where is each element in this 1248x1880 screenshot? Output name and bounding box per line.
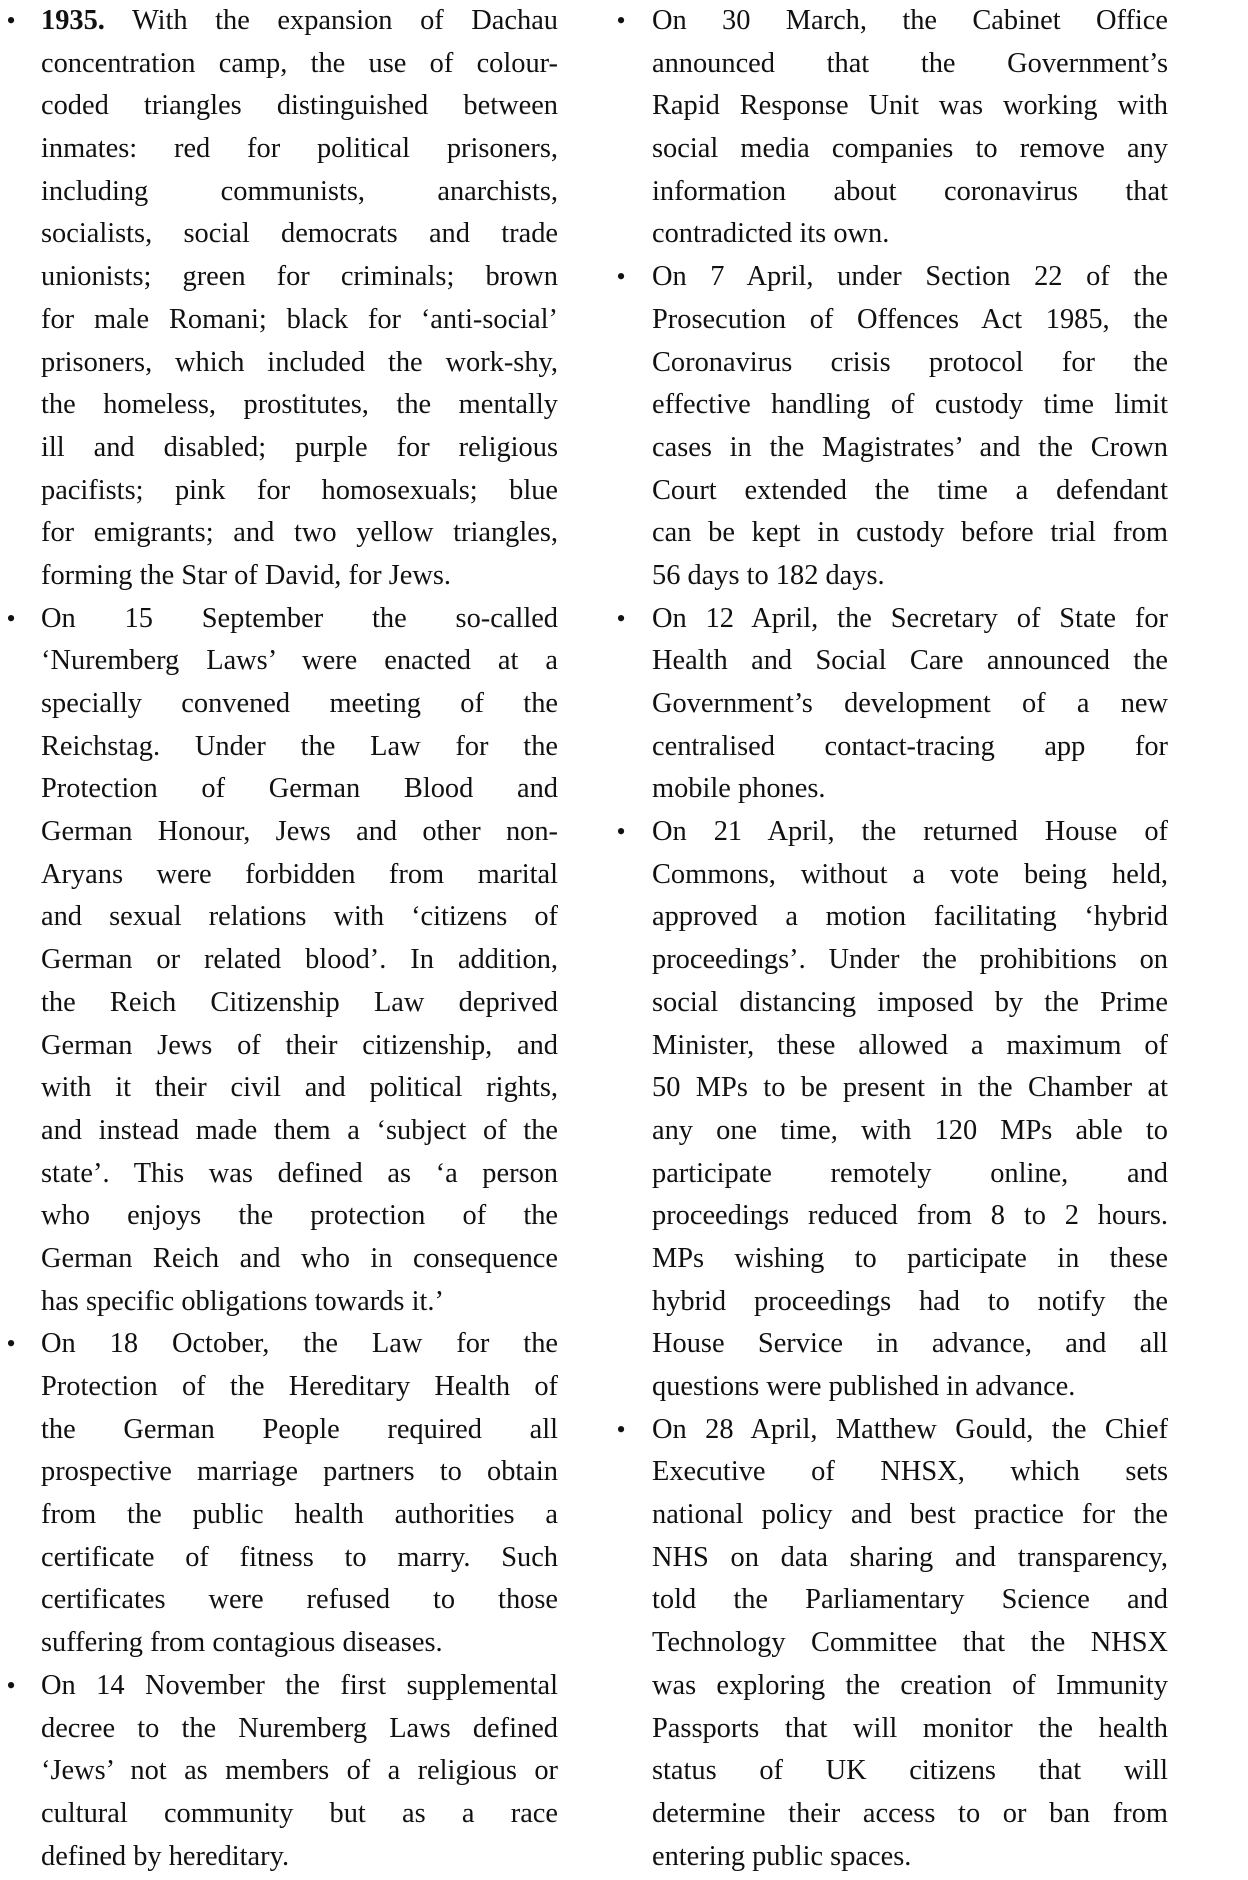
text-line: proceedings reduced from 8 to 2 hours. xyxy=(652,1200,1168,1232)
text-line: NHS on data sharing and transparency, xyxy=(652,1541,1168,1573)
text-line: socialists, social democrats and trade xyxy=(41,218,558,250)
text-line: centralised contact-tracing app for xyxy=(652,730,1168,762)
bullet-item xyxy=(0,0,558,598)
text-line: Protection of the Hereditary Health of xyxy=(41,1371,558,1402)
bullet-icon: • xyxy=(616,6,626,35)
text-line: state’. This was defined as ‘a person xyxy=(41,1157,558,1189)
text-line: who enjoys the protection of the xyxy=(41,1200,558,1232)
text-line: Government’s development of a new xyxy=(652,688,1168,719)
text-line: Coronavirus crisis protocol for the xyxy=(652,346,1168,378)
text-line: On 30 March, the Cabinet Office xyxy=(652,5,1168,36)
text-line: Commons, without a vote being held, xyxy=(652,858,1168,890)
bullet-item xyxy=(0,1323,558,1665)
text-line: Protection of German Blood and xyxy=(41,773,558,805)
text-line: German or related blood’. In addition, xyxy=(41,944,558,976)
text-line: told the Parliamentary Science and xyxy=(652,1584,1168,1616)
text-line: On 14 November the first supplemental xyxy=(41,1669,558,1701)
text-line: and sexual relations with ‘citizens of xyxy=(41,901,558,933)
text-line: participate remotely online, and xyxy=(652,1157,1168,1189)
text-line: social distancing imposed by the Prime xyxy=(652,986,1168,1018)
text-line: has specific obligations towards it.’ xyxy=(41,1285,444,1317)
text-line: concentration camp, the use of colour- xyxy=(41,47,558,79)
text-line: was exploring the creation of Immunity xyxy=(652,1669,1168,1701)
text-line: inmates: red for political prisoners, xyxy=(41,133,558,165)
text-line: On 15 September the so-called xyxy=(41,602,558,634)
bullet-icon: • xyxy=(6,6,16,35)
bullet-icon: • xyxy=(616,603,626,633)
text-line: cultural community but as a race xyxy=(41,1797,558,1829)
text-line: defined by hereditary. xyxy=(41,1840,290,1872)
text-line: social media companies to remove any xyxy=(652,133,1168,165)
text-line: cases in the Magistrates’ and the Crown xyxy=(652,431,1168,463)
text-line: prisoners, which included the work-shy, xyxy=(41,346,558,378)
text-line: the homeless, prostitutes, the mentally xyxy=(41,389,558,421)
text-line: entering public spaces. xyxy=(652,1840,912,1872)
text-line: from the public health authorities a xyxy=(41,1499,558,1531)
bullet-icon: • xyxy=(6,603,16,633)
bullet-text xyxy=(41,598,558,1324)
text-line: On 28 April, Matthew Gould, the Chief xyxy=(652,1413,1168,1445)
bullet-text xyxy=(41,1323,558,1665)
text-line: German Honour, Jews and other non- xyxy=(41,816,558,848)
text-line: Rapid Response Unit was working with xyxy=(652,90,1168,122)
text-line: suffering from contagious diseases. xyxy=(41,1627,443,1659)
text-line: Court extended the time a defendant xyxy=(652,474,1168,506)
bullet-item xyxy=(610,811,1168,1409)
text-line: ill and disabled; purple for religious xyxy=(41,431,558,463)
text-line: On 12 April, the Secretary of State for xyxy=(652,602,1168,634)
bullet-item xyxy=(0,598,558,1324)
text-line: can be kept in custody before trial from xyxy=(652,517,1168,549)
bullet-item xyxy=(610,256,1168,598)
text-line: Aryans were forbidden from marital xyxy=(41,858,558,890)
bullet-item xyxy=(610,598,1168,811)
text-line: for male Romani; black for ‘anti-social’ xyxy=(41,303,558,335)
text-line: On 7 April, under Section 22 of the xyxy=(652,261,1168,293)
text-line: information about coronavirus that xyxy=(652,175,1168,207)
bullet-text xyxy=(41,0,558,598)
text-line: prospective marriage partners to obtain xyxy=(41,1456,558,1488)
text-line: status of UK citizens that will xyxy=(652,1755,1168,1787)
bullet-icon: • xyxy=(616,262,626,292)
text-line: forming the Star of David, for Jews. xyxy=(41,559,452,591)
text-line: certificates were refused to those xyxy=(41,1584,558,1616)
text-line: pacifists; pink for homosexuals; blue xyxy=(41,474,558,506)
text-line: national policy and best practice for the xyxy=(652,1499,1168,1531)
text-line: mobile phones. xyxy=(652,773,826,805)
bullet-icon: • xyxy=(616,817,626,847)
text-line: the Reich Citizenship Law deprived xyxy=(41,986,558,1018)
text-line: On 21 April, the returned House of xyxy=(652,816,1168,848)
text-line: including communists, anarchists, xyxy=(41,175,558,207)
year-label: 1935. xyxy=(41,5,105,36)
text-line: 56 days to 182 days. xyxy=(652,559,885,591)
bullet-text xyxy=(652,0,1168,256)
text-line: proceedings’. Under the prohibitions on xyxy=(652,944,1168,976)
text-line: determine their access to or ban from xyxy=(652,1797,1168,1829)
text-line: Technology Committee that the NHSX xyxy=(652,1627,1168,1659)
left-column xyxy=(0,0,558,1878)
text-line: Passports that will monitor the health xyxy=(652,1712,1168,1744)
text-line: ‘Nuremberg Laws’ were enacted at a xyxy=(41,645,558,677)
text-line: Reichstag. Under the Law for the xyxy=(41,730,558,762)
text-line: hybrid proceedings had to notify the xyxy=(652,1285,1168,1317)
text-line: decree to the Nuremberg Laws defined xyxy=(41,1712,558,1744)
text-line: announced that the Government’s xyxy=(652,47,1168,79)
text-line: and instead made them a ‘subject of the xyxy=(41,1114,558,1146)
bullet-item xyxy=(0,1665,558,1878)
bullet-icon: • xyxy=(6,1670,16,1700)
text-line: effective handling of custody time limit xyxy=(652,389,1168,421)
bullet-icon: • xyxy=(616,1414,626,1444)
text-line: with it their civil and political rights, xyxy=(41,1072,558,1104)
bullet-text xyxy=(652,256,1168,598)
text-line: 50 MPs to be present in the Chamber at xyxy=(652,1072,1168,1104)
text-line: the German People required all xyxy=(41,1413,558,1445)
text-line: certificate of fitness to marry. Such xyxy=(41,1541,558,1573)
bullet-text xyxy=(41,1665,558,1878)
bullet-icon: • xyxy=(6,1329,16,1359)
text-line: On 18 October, the Law for the xyxy=(41,1328,558,1360)
text-line: Prosecution of Offences Act 1985, the xyxy=(652,303,1168,335)
right-column xyxy=(610,0,1168,1878)
text-line: contradicted its own. xyxy=(652,218,890,250)
text-line: ‘Jews’ not as members of a religious or xyxy=(41,1755,558,1787)
text-line: questions were published in advance. xyxy=(652,1371,1076,1402)
text-line: any one time, with 120 MPs able to xyxy=(652,1114,1168,1146)
text-line: German Reich and who in consequence xyxy=(41,1242,558,1274)
bullet-text xyxy=(652,1409,1168,1879)
text-line: unionists; green for criminals; brown xyxy=(41,261,558,293)
bullet-text xyxy=(652,598,1168,811)
text-line: German Jews of their citizenship, and xyxy=(41,1029,558,1061)
text-line: approved a motion facilitating ‘hybrid xyxy=(652,901,1168,933)
text-line: for emigrants; and two yellow triangles, xyxy=(41,517,558,549)
text-line: House Service in advance, and all xyxy=(652,1328,1168,1360)
bullet-item xyxy=(610,0,1168,256)
bullet-item xyxy=(610,1409,1168,1879)
text-line: coded triangles distinguished between xyxy=(41,90,558,122)
text-line: Health and Social Care announced the xyxy=(652,645,1168,677)
bullet-text xyxy=(652,811,1168,1409)
text-line: MPs wishing to participate in these xyxy=(652,1242,1168,1274)
text-line: 1935. With the expansion of Dachau xyxy=(41,5,558,36)
text-line: specially convened meeting of the xyxy=(41,688,558,719)
text-line: Minister, these allowed a maximum of xyxy=(652,1029,1168,1061)
text-line: Executive of NHSX, which sets xyxy=(652,1456,1168,1488)
